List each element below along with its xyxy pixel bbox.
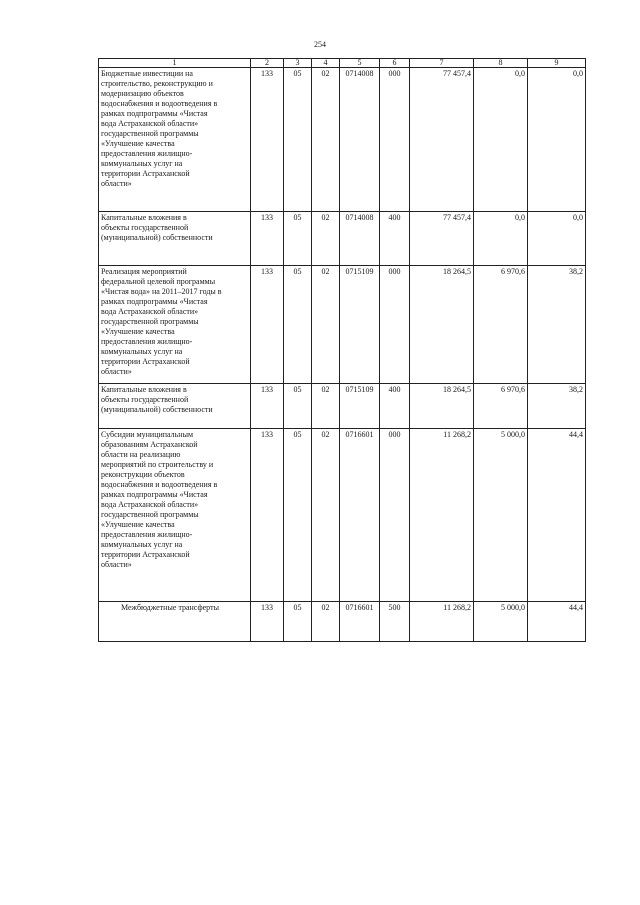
cell-expense-type: 400 [380,212,410,266]
table-row [99,212,586,266]
col-header-9: 9 [528,59,586,68]
col-header-2: 2 [251,59,284,68]
cell-col9: 44,4 [528,602,586,642]
page-number: 254 [314,40,326,49]
cell-admin-code: 133 [251,429,284,602]
cell-admin-code: 133 [251,384,284,429]
cell-section: 05 [284,429,312,602]
cell-target-article: 0714008 [340,68,380,212]
cell-col7: 77 457,4 [410,68,474,212]
cell-admin-code: 133 [251,212,284,266]
cell-target-article: 0716601 [340,429,380,602]
cell-col8: 5 000,0 [474,429,528,602]
cell-section: 05 [284,602,312,642]
cell-col9: 0,0 [528,212,586,266]
row-name [99,429,251,602]
cell-target-article: 0715109 [340,266,380,384]
cell-subsection: 02 [312,212,340,266]
row-name-text: Капитальные вложения в объекты государственной (муниципальной) собственности [101,385,213,414]
col-header-7: 7 [410,59,474,68]
row-name-text: Субсидии муниципальным образованиям Астраханской области на реализацию мероприятий по строительству и реконструкции объектов водоснабжения и водоотведения в рамках подпрограммы «Чистая вода Астраханской области» государственной программы «Улучшение качества предоставления жилищно- коммунальных услуг на территории Астраханской области» [101,430,218,569]
budget-table [98,58,586,642]
cell-col9: 44,4 [528,429,586,602]
cell-expense-type: 500 [380,602,410,642]
table-row [99,68,586,212]
cell-expense-type: 000 [380,68,410,212]
cell-expense-type: 000 [380,266,410,384]
cell-target-article: 0714008 [340,212,380,266]
cell-section: 05 [284,266,312,384]
cell-col7: 11 268,2 [410,602,474,642]
row-name [99,68,251,212]
cell-col7: 18 264,5 [410,266,474,384]
cell-subsection: 02 [312,266,340,384]
cell-subsection: 02 [312,384,340,429]
col-header-3: 3 [284,59,312,68]
row-name [99,602,251,642]
cell-col8: 6 970,6 [474,384,528,429]
table-row [99,266,586,384]
cell-col8: 6 970,6 [474,266,528,384]
cell-subsection: 02 [312,429,340,602]
cell-admin-code: 133 [251,266,284,384]
cell-expense-type: 400 [380,384,410,429]
cell-col8: 0,0 [474,212,528,266]
cell-section: 05 [284,212,312,266]
header-row [99,59,586,68]
row-name-text: Капитальные вложения в объекты государственной (муниципальной) собственности [101,213,213,242]
cell-col7: 11 268,2 [410,429,474,602]
row-name-text: Реализация мероприятий федеральной целевой программы «Чистая вода» на 2011–2017 годы в рамках подпрограммы «Чистая вода Астраханской области» государственной программы «Улучшение качества предоставления жилищно- коммунальных услуг на территории Астраханской области» [101,267,222,376]
cell-col9: 0,0 [528,68,586,212]
cell-col9: 38,2 [528,384,586,429]
cell-col7: 77 457,4 [410,212,474,266]
table-row [99,384,586,429]
cell-admin-code: 133 [251,602,284,642]
row-name [99,266,251,384]
cell-subsection: 02 [312,602,340,642]
cell-section: 05 [284,384,312,429]
cell-col8: 0,0 [474,68,528,212]
cell-target-article: 0715109 [340,384,380,429]
col-header-6: 6 [380,59,410,68]
cell-target-article: 0716601 [340,602,380,642]
cell-section: 05 [284,68,312,212]
row-name-text: Межбюджетные трансферты [121,603,219,612]
row-name [99,384,251,429]
cell-col7: 18 264,5 [410,384,474,429]
table-row [99,429,586,602]
row-name-text: Бюджетные инвестиции на строительство, реконструкцию и модернизацию объектов водоснабжения и водоотведения в рамках подпрограммы «Чистая вода Астраханской области» государственной программы «Улучшение качества предоставления жилищно- коммунальных услуг на территории Астраханской области» [101,69,218,188]
cell-admin-code: 133 [251,68,284,212]
col-header-8: 8 [474,59,528,68]
cell-subsection: 02 [312,68,340,212]
cell-expense-type: 000 [380,429,410,602]
cell-col9: 38,2 [528,266,586,384]
col-header-1: 1 [99,59,251,68]
row-name [99,212,251,266]
col-header-5: 5 [340,59,380,68]
col-header-4: 4 [312,59,340,68]
table-row [99,602,586,642]
cell-col8: 5 000,0 [474,602,528,642]
